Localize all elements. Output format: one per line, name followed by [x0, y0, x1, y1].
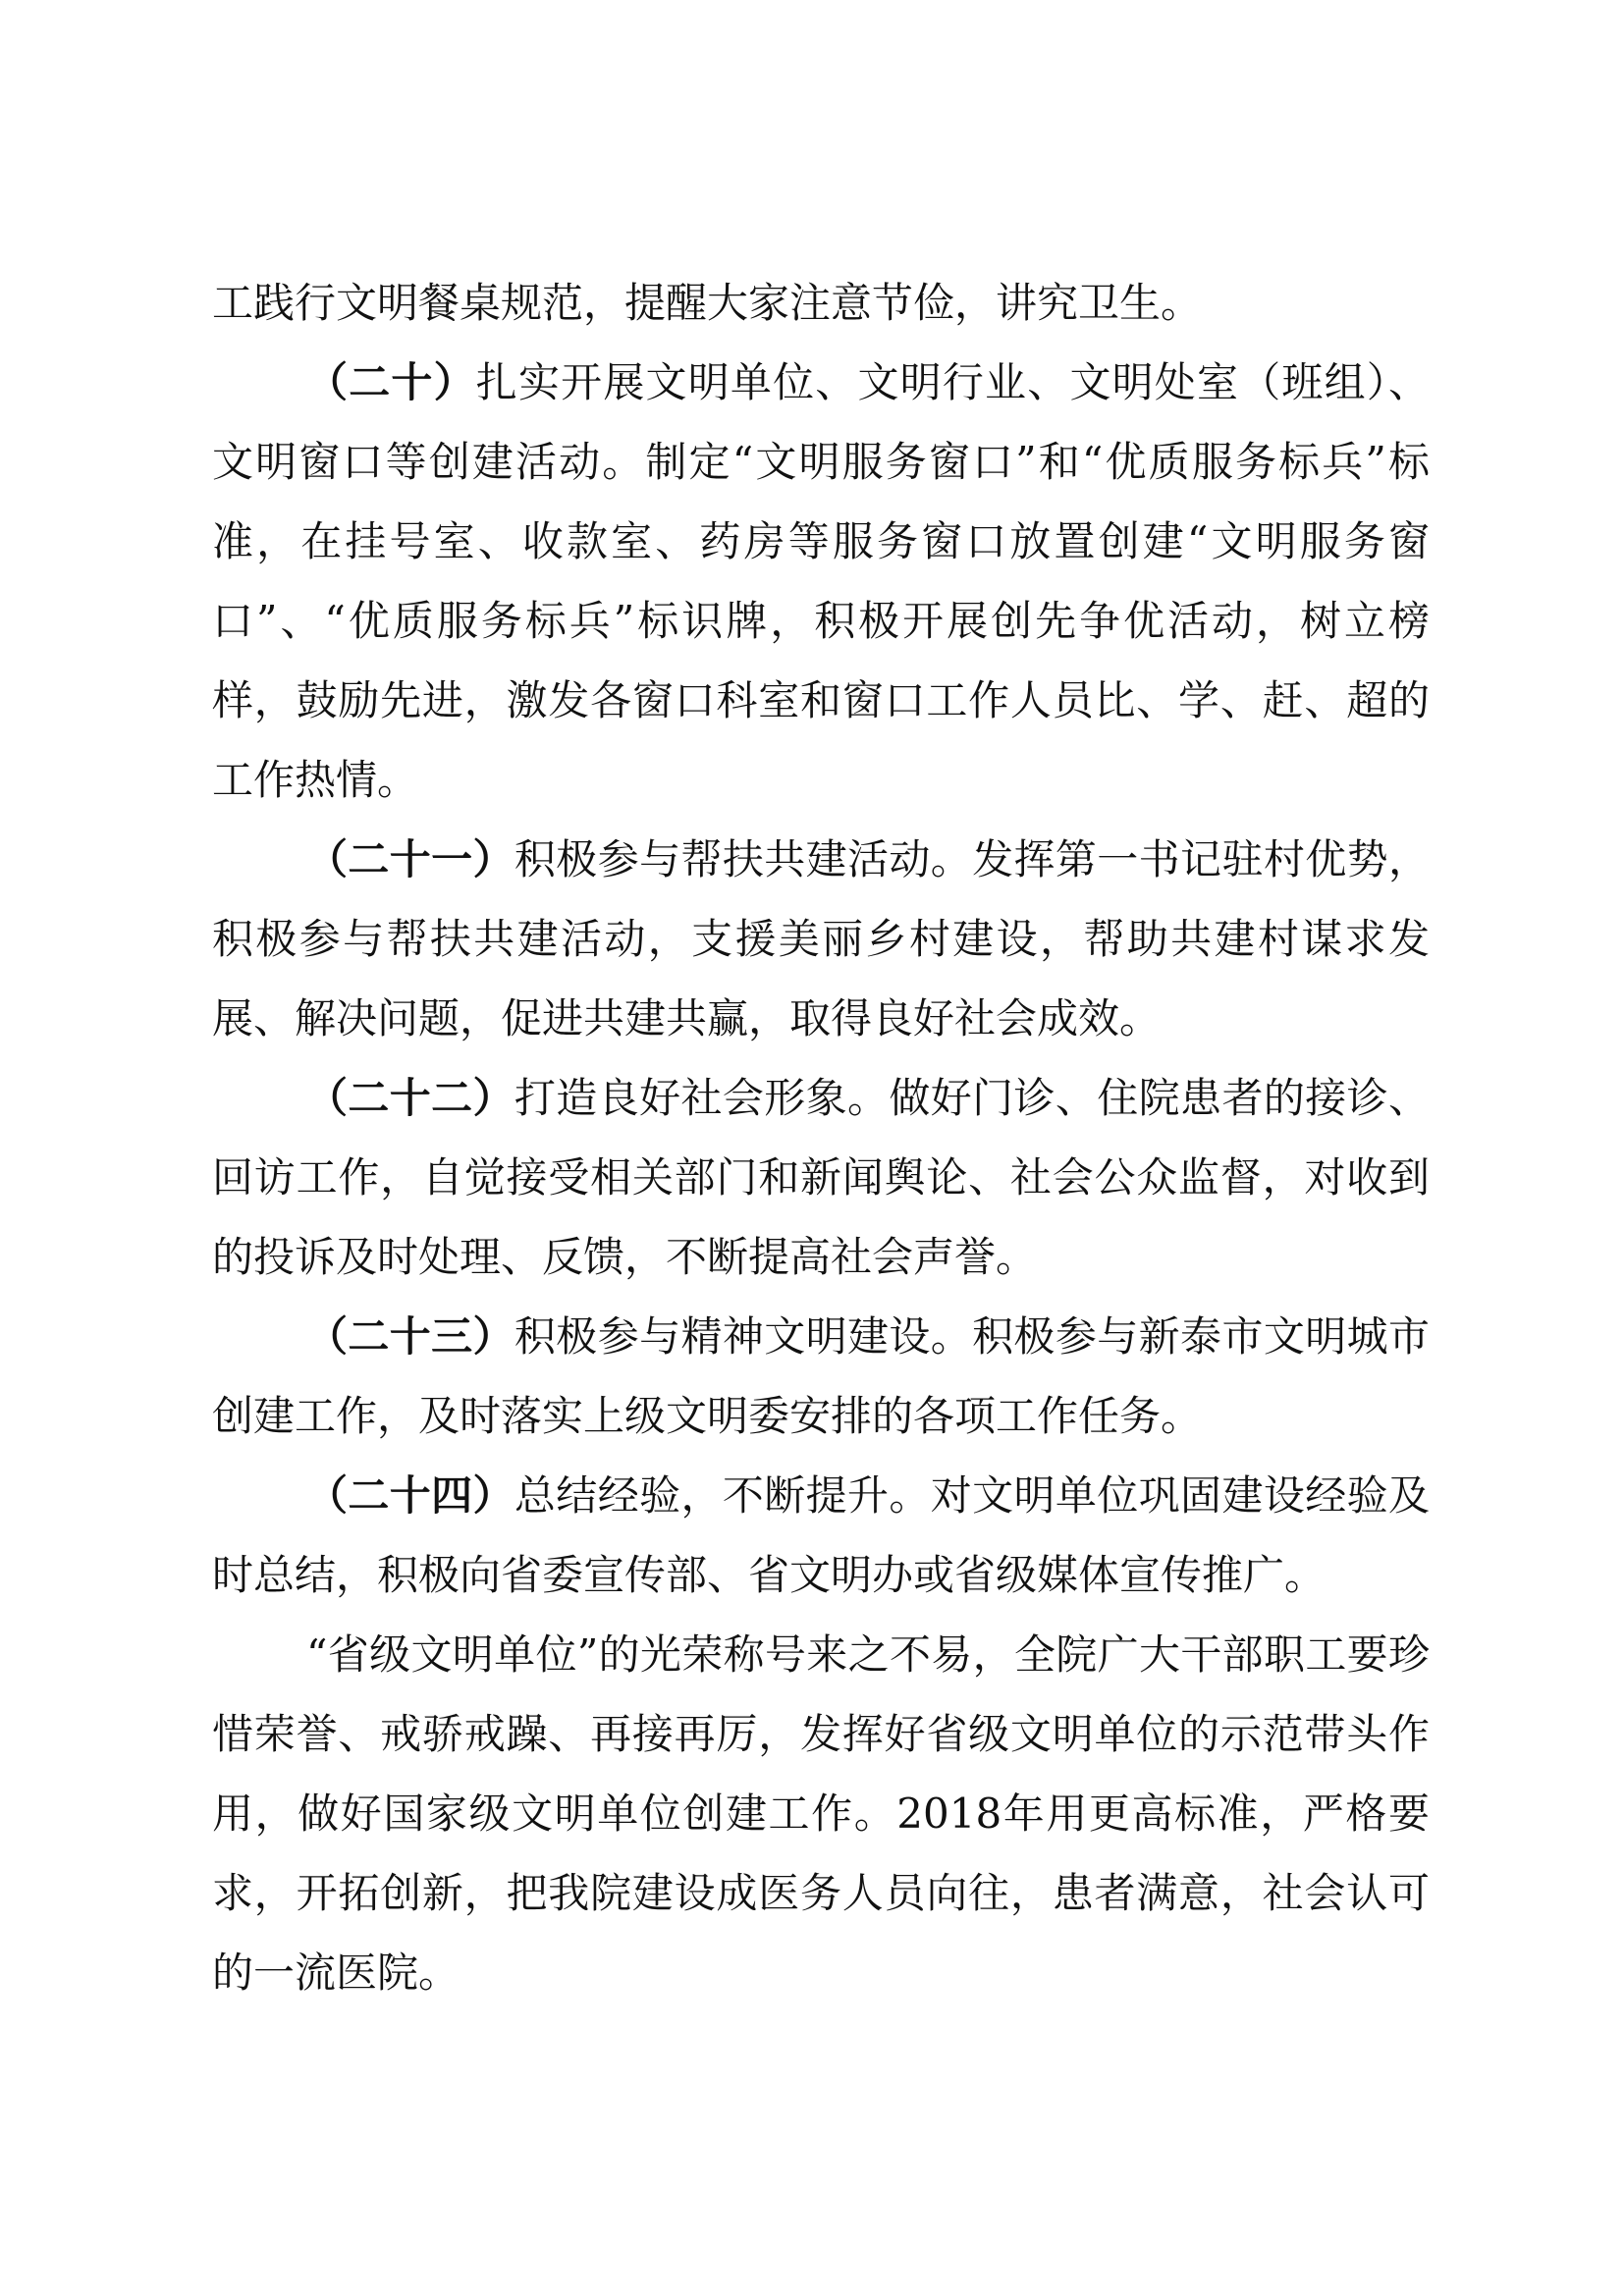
- paragraph-number: （二十二）: [306, 1074, 514, 1122]
- document-body: [212, 263, 1430, 2012]
- paragraph-text: 工践行文明餐桌规范，提醒大家注意节俭，讲究卫生。: [212, 279, 1203, 327]
- paragraph-text: 积极参与精神文明建设。积极参与新泰市文明城市创建工作，及时落实上级文明委安排的各项工作任务。: [212, 1312, 1430, 1440]
- paragraph-number: （二十四）: [306, 1471, 514, 1520]
- paragraph-text: “省级文明单位”的光荣称号来之不易，全院广大干部职工要珍惜荣誉、戒骄戒躁、再接再厉，发挥好省级文明单位的示范带头作用，做好国家级文明单位创建工作。2018年用更高标准，严格要求，开拓创新，把我院建设成医务人员向往，患者满意，社会认可的一流医院。: [212, 1630, 1430, 1997]
- paragraph-conclusion: [212, 1615, 1430, 2012]
- paragraph-number: （二十一）: [306, 835, 514, 883]
- paragraph-text: 积极参与帮扶共建活动。发挥第一书记驻村优势，积极参与帮扶共建活动，支援美丽乡村建设，帮助共建村谋求发展、解决问题，促进共建共赢，取得良好社会成效。: [212, 835, 1430, 1042]
- paragraph-item-23: [212, 1297, 1430, 1456]
- paragraph-item-20: [212, 343, 1430, 820]
- paragraph-item-22: [212, 1058, 1430, 1297]
- paragraph-number: （二十）: [306, 358, 476, 406]
- paragraph-number: （二十三）: [306, 1312, 514, 1361]
- paragraph-text: 总结经验，不断提升。对文明单位巩固建设经验及时总结，积极向省委宣传部、省文明办或省级媒体宣传推广。: [212, 1471, 1430, 1599]
- paragraph-item-21: [212, 820, 1430, 1058]
- paragraph-item-24: [212, 1456, 1430, 1615]
- paragraph-text: 打造良好社会形象。做好门诊、住院患者的接诊、回访工作，自觉接受相关部门和新闻舆论、社会公众监督，对收到的投诉及时处理、反馈，不断提高社会声誉。: [212, 1074, 1430, 1281]
- paragraph-text: 扎实开展文明单位、文明行业、文明处室（班组）、文明窗口等创建活动。制定“文明服务窗口”和“优质服务标兵”标准，在挂号室、收款室、药房等服务窗口放置创建“文明服务窗口”、“优质服务标兵”标识牌，积极开展创先争优活动，树立榜样，鼓励先进，激发各窗口科室和窗口工作人员比、学、赶、超的工作热情。: [212, 358, 1430, 804]
- paragraph-continuation: [212, 263, 1430, 343]
